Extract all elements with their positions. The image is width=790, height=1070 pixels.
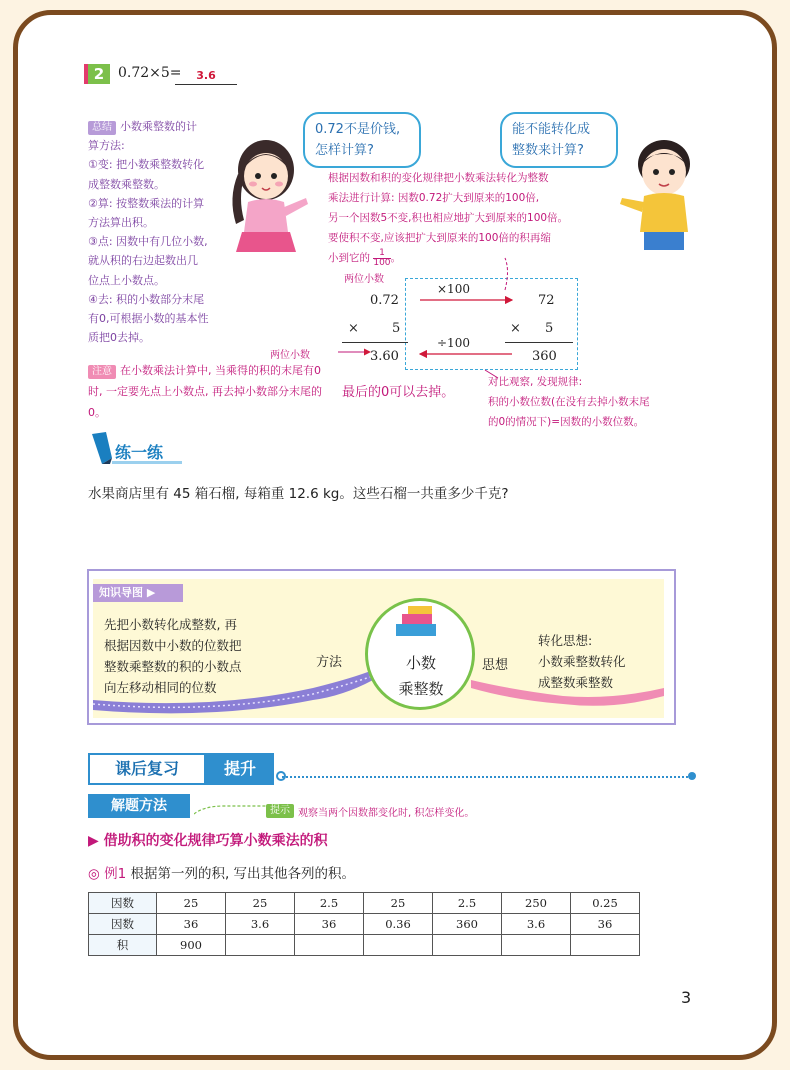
table-cell: 25 (157, 893, 226, 914)
table-cell: 36 (571, 914, 640, 935)
girl-illustration (222, 128, 310, 258)
topic-heading: ▶ 借助积的变化规律巧算小数乘法的积 (88, 833, 328, 849)
bubble-line: 整数来计算? (512, 143, 584, 158)
question-answer: 3.6 (175, 68, 237, 85)
table-cell (433, 935, 502, 956)
table-cell (364, 935, 433, 956)
table-cell: 36 (157, 914, 226, 935)
example-text: 根据第一列的积, 写出其他各列的积。 (130, 866, 356, 882)
hint-text: 观察当两个因数都变化时, 积怎样变化。 (298, 808, 475, 819)
table-cell: 36 (295, 914, 364, 935)
table-cell: 3.6 (502, 914, 571, 935)
mindmap-tag: 知识导图 ▶ (93, 584, 183, 602)
table-cell (295, 935, 364, 956)
table-cell: 因数 (89, 914, 157, 935)
summary-line: 有0,可根据小数的基本性 (88, 312, 209, 326)
table-row (89, 893, 640, 914)
mindmap-method-text (104, 614, 242, 698)
explanation-line: 乘法进行计算: 因数0.72扩大到原来的100倍, (328, 192, 540, 204)
explanation-suffix: 。 (390, 252, 402, 264)
table-cell: 2.5 (433, 893, 502, 914)
calc-left-mul: × (348, 321, 359, 336)
summary-line: 小数乘整数的计 (120, 120, 197, 133)
header-dotted-line (282, 776, 692, 778)
fraction-denominator: 100 (373, 257, 391, 268)
example-heading (88, 862, 355, 882)
summary-line: 质把0去掉。 (88, 331, 150, 345)
left-label-top: 两位小数 (344, 274, 384, 285)
table-cell (226, 935, 295, 956)
mindmap-tag-label: 知识导图 (99, 586, 143, 599)
bubble-line: 怎样计算? (315, 143, 374, 158)
product-table (88, 892, 640, 956)
summary-box (88, 117, 236, 347)
explanation-line: 小到它的 (328, 252, 370, 264)
table-cell: 250 (502, 893, 571, 914)
summary-line: ②算: 按整数乘法的计算 (88, 196, 205, 210)
mindmap-right-line: 成整数乘整数 (538, 675, 614, 690)
summary-line: 算方法: (88, 139, 125, 153)
speech-bubble-girl (303, 112, 421, 168)
explanation-line: 另一个因数5不变,积也相应地扩大到原来的100倍。 (328, 212, 569, 224)
header-dot-right (688, 772, 696, 780)
method-label: 解题方法 (88, 794, 190, 818)
mindmap-idea-label: 思想 (482, 658, 509, 673)
table-cell: 900 (157, 935, 226, 956)
bubble-line: 能不能转化成 (512, 122, 591, 137)
table-cell: 25 (226, 893, 295, 914)
mindmap-left-line: 整数乘整数的积的小数点 (104, 659, 242, 674)
topic-text: 借助积的变化规律巧算小数乘法的积 (103, 833, 328, 849)
summary-line: 位点上小数点。 (88, 273, 165, 287)
review-title-accent: 提升 (206, 753, 274, 785)
table-cell: 360 (433, 914, 502, 935)
mindmap-center-line: 乘整数 (398, 680, 444, 698)
question-number: 2 (88, 64, 110, 84)
fraction-numerator: 1 (373, 249, 390, 259)
table-cell: 25 (364, 893, 433, 914)
mindmap-idea-text (538, 630, 626, 693)
summary-line: 成整数乘整数。 (88, 177, 165, 191)
table-cell (571, 935, 640, 956)
hint-tag: 提示 (266, 804, 294, 818)
zero-removal-note: 最后的0可以去掉。 (342, 385, 455, 400)
table-cell: 0.25 (571, 893, 640, 914)
speech-bubble-boy (500, 112, 618, 168)
explanation-line: 要使积不变,应该把扩大到原来的100倍的积再缩 (328, 232, 551, 244)
compare-line: 的0的情况下)=因数的小数位数。 (488, 416, 645, 428)
mindmap-left-line: 向左移动相同的位数 (104, 680, 217, 695)
compare-line: 对比观察, 发现规律: (488, 376, 583, 388)
table-row (89, 935, 640, 956)
calc-left-five: 5 (392, 321, 401, 336)
calc-left-top: 0.72 (370, 293, 399, 308)
hint-connector (194, 802, 266, 816)
mindmap-center-line: 小数 (405, 654, 436, 672)
note-tag: 注意 (88, 365, 116, 379)
review-title: 课后复习 (88, 753, 206, 785)
explanation-line: 根据因数和积的变化规律把小数乘法转化为整数 (328, 172, 549, 184)
op-multiply-100: ×100 (437, 282, 470, 296)
calc-left-result: 3.60 (370, 349, 399, 364)
table-row (89, 914, 640, 935)
summary-line: 就从积的右边起数出几 (88, 254, 198, 268)
mindmap-left-line: 先把小数转化成整数, 再 (104, 617, 237, 632)
question-expression: 0.72×5= (118, 65, 182, 81)
mindmap-left-line: 根据因数中小数的位数把 (104, 638, 242, 653)
summary-line: 方法算出积。 (88, 216, 154, 230)
mindmap-right-line: 转化思想: (538, 633, 593, 648)
practice-problem: 水果商店里有 45 箱石榴, 每箱重 12.6 kg。这些石榴一共重多少千克? (88, 486, 509, 502)
compare-line: 积的小数位数(在没有去掉小数末尾 (488, 396, 650, 408)
table-cell (502, 935, 571, 956)
mindmap-method-label: 方法 (316, 655, 343, 670)
boy-illustration (614, 124, 706, 254)
table-cell: 3.6 (226, 914, 295, 935)
bubble-line: 0.72不是价钱, (315, 122, 401, 137)
compare-note (488, 372, 650, 432)
summary-tag: 总结 (88, 121, 116, 135)
mindmap-center-title (381, 650, 461, 702)
summary-line: ④去: 积的小数部分末尾 (88, 292, 205, 306)
summary-line: ③点: 因数中有几位小数, (88, 235, 208, 249)
calc-right-mul: × (510, 321, 521, 336)
table-cell: 积 (89, 935, 157, 956)
calc-right-top: 72 (538, 293, 555, 308)
practice-title: 练一练 (115, 443, 164, 462)
table-cell: 因数 (89, 893, 157, 914)
op-divide-100: ÷100 (437, 336, 470, 350)
table-cell: 2.5 (295, 893, 364, 914)
left-label-bottom: 两位小数 (270, 350, 310, 361)
page-number: 3 (681, 988, 692, 1007)
note-text: 在小数乘法计算中, 当乘得的积的末尾有0时, 一定要先点上小数点, 再去掉小数部分末尾的0。 (88, 364, 322, 419)
summary-line: ①变: 把小数乘整数转化 (88, 158, 205, 172)
calc-right-result: 360 (532, 349, 557, 364)
table-cell: 0.36 (364, 914, 433, 935)
mindmap-right-line: 小数乘整数转化 (538, 654, 626, 669)
calc-right-five: 5 (545, 321, 554, 336)
books-icon (392, 606, 444, 642)
example-label: ◎ 例1 (88, 866, 127, 882)
